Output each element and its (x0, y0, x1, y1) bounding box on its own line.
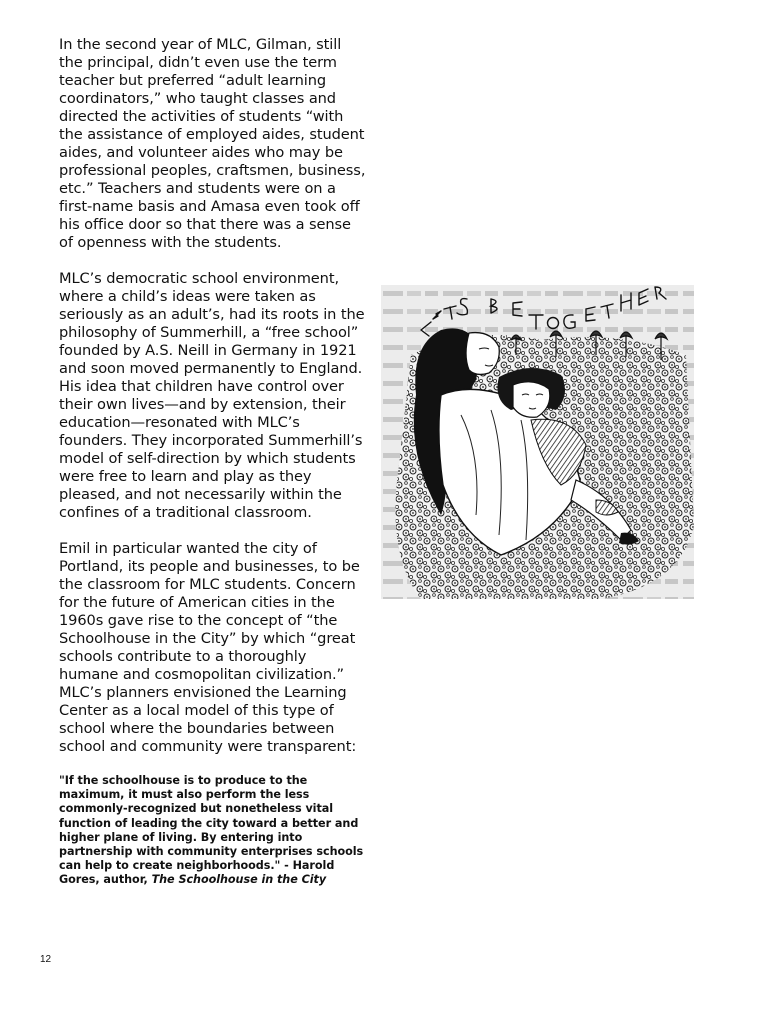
paragraph-2: MLC’s democratic school environment, where a child’s ideas were taken as seriously as an adult’s, had its roots in the philosophy of Summerhill, a “free school” founded by A.S. Neill in Germany in 1921 and soon moved permanently to England. His idea that children have control over their own lives—and by extension, their education—resonated with MLC’s founders. They incorporated Summerhill’s model of self-direction by which students were free to learn and play as they pleased, and not necessarily within the confines of a traditional classroom. (59, 270, 365, 521)
paragraph-3: Emil in particular wanted the city of Portland, its people and businesses, to be the classroom for MLC students. Concern for the future of American cities in the 1960s gave rise to the concept of “the Schoolhouse in the City” by which “great schools contribute to a thoroughly humane and cosmopolitan civilization.” MLC’s planners envisioned the Learning Center as a local model of this type of school where the boundaries between school and community were transparent: (59, 540, 360, 755)
block-quote (59, 774, 367, 888)
quote-book-title: The Schoolhouse in the City (151, 873, 327, 887)
page-number: 12 (40, 954, 52, 965)
drawing-mother-child-icon (381, 285, 694, 599)
paragraph-1: In the second year of MLC, Gilman, still the principal, didn’t even use the term teacher but preferred “adult learning coordinators,” who taught classes and directed the activities of students “with the assistance of employed aides, student aides, and volunteer aides who may be professional peoples, craftsmen, business, etc.” Teachers and students were on a first-name basis and Amasa even took off his office door so that there was a sense of openness with the students. (59, 36, 366, 251)
illustration (381, 285, 694, 599)
quote-text: "If the schoolhouse is to produce to the maximum, it must also perform the less commonly-recognized but nonetheless vital function of leading the city toward a better and higher plane of living. By entering into partnership with community enterprises schools can help to create neighborhoods." - Harold Gores, author, (59, 774, 364, 887)
article-body (59, 36, 367, 888)
